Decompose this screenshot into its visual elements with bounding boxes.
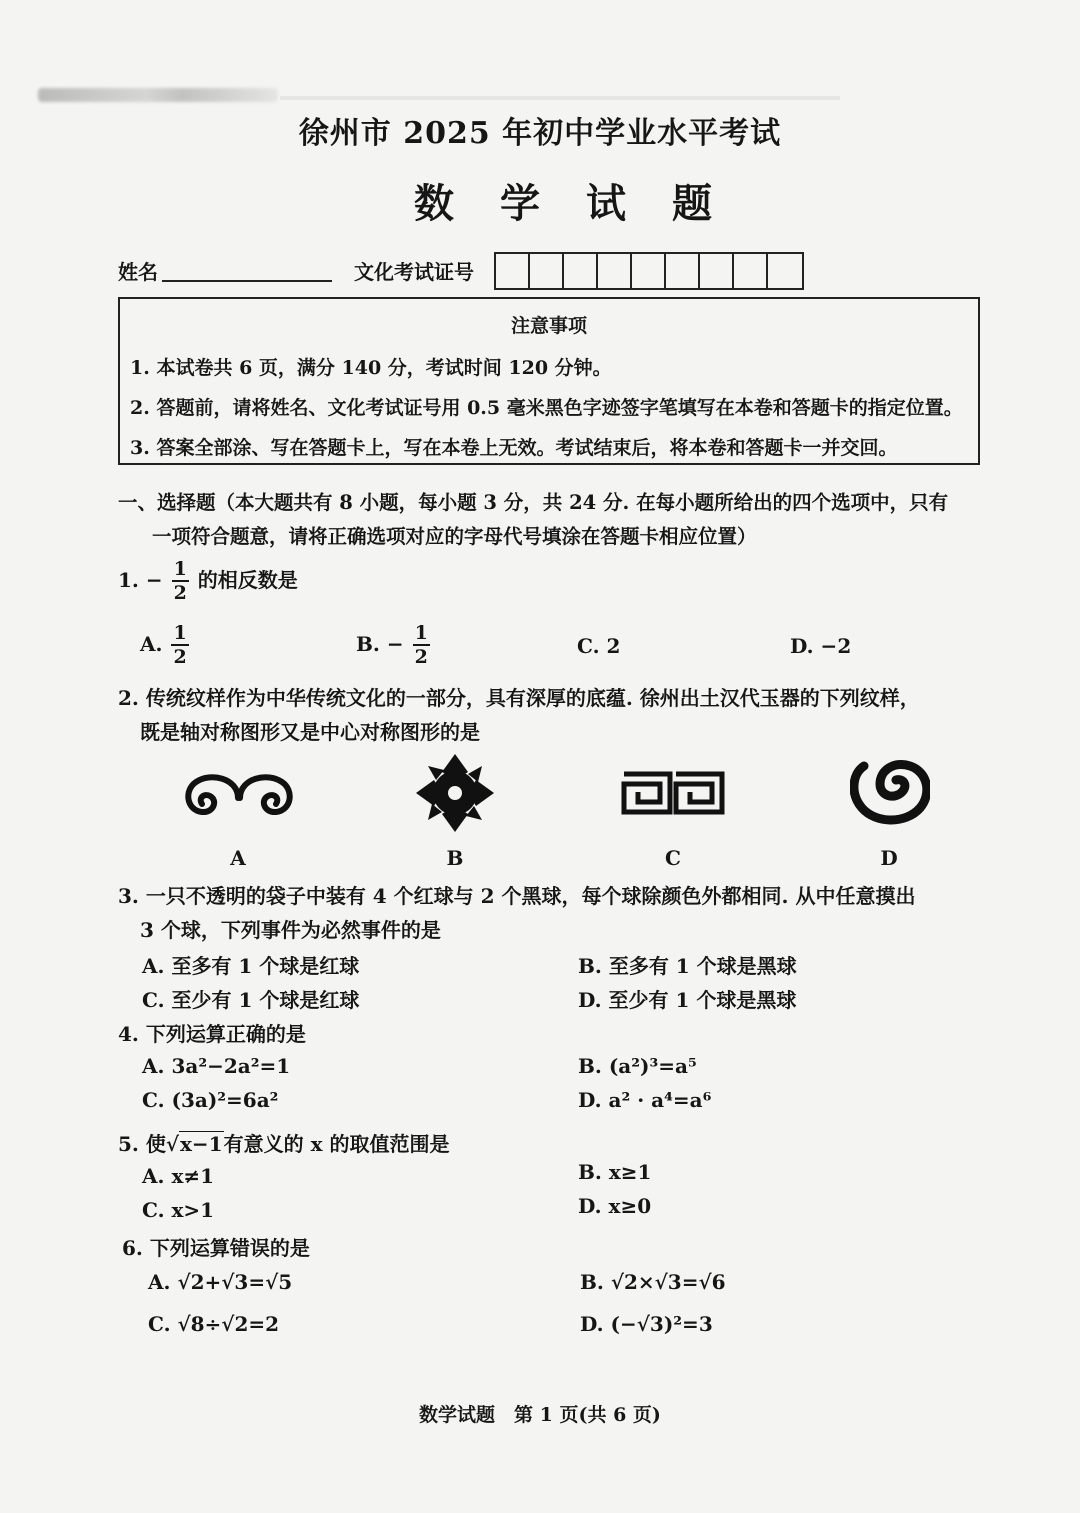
id-digit-box[interactable] — [666, 254, 700, 288]
question-6-option-b[interactable]: B. √2×√3=√6 — [580, 1270, 726, 1294]
fraction-denominator: 2 — [173, 646, 187, 668]
question-3-line-2: 3 个球，下列事件为必然事件的是 — [140, 918, 441, 942]
sqrt-icon: √ — [165, 1132, 179, 1156]
question-text: 有意义的 x 的取值范围是 — [223, 1132, 450, 1156]
pattern-label-a: A — [230, 846, 246, 870]
fraction — [172, 560, 189, 603]
id-label: 文化考试证号 — [354, 260, 474, 284]
question-1-option-d[interactable]: D. −2 — [790, 634, 852, 658]
question-6-option-c[interactable]: C. √8÷√2=2 — [148, 1312, 280, 1336]
pattern-label-d: D — [880, 846, 898, 870]
spiral-pattern-icon[interactable] — [850, 760, 930, 826]
id-digit-box[interactable] — [598, 254, 632, 288]
question-1-option-c[interactable]: C. 2 — [577, 634, 621, 658]
section-heading-line-2: 一项符合题意，请将正确选项对应的字母代号填涂在答题卡相应位置） — [152, 525, 757, 548]
question-6-option-a[interactable]: A. √2+√3=√5 — [148, 1270, 293, 1294]
pattern-label-c: C — [665, 846, 681, 870]
page-footer: 数学试题 第 1 页(共 6 页) — [419, 1404, 661, 1426]
meander-pattern-icon[interactable] — [620, 770, 726, 816]
section-heading-line-1: 一、选择题（本大题共有 8 小题，每小题 3 分，共 24 分. 在每小题所给出的四个选项中，只有 — [118, 491, 949, 514]
question-number: 1. — [118, 568, 139, 592]
question-1-option-b[interactable] — [356, 624, 432, 667]
question-2-line-2: 既是轴对称图形又是中心对称图形的是 — [140, 720, 480, 744]
section-heading — [118, 486, 998, 554]
question-5-option-b[interactable]: B. x≥1 — [578, 1160, 652, 1184]
question-5-option-a[interactable]: A. x≠1 — [142, 1164, 215, 1188]
fraction-numerator: 1 — [173, 558, 187, 580]
id-digit-box[interactable] — [530, 254, 564, 288]
pattern-label-b: B — [446, 846, 464, 870]
question-4-option-d[interactable]: D. a² · a⁴=a⁶ — [578, 1088, 712, 1112]
fraction-denominator: 2 — [414, 646, 428, 668]
radicand: x−1 — [180, 1132, 223, 1156]
question-4-option-c[interactable]: C. (3a)²=6a² — [142, 1088, 279, 1112]
option-label: B. − — [356, 632, 404, 656]
question-3-option-c[interactable]: C. 至少有 1 个球是红球 — [142, 988, 360, 1012]
id-digit-box[interactable] — [700, 254, 734, 288]
notice-item-1: 1. 本试卷共 6 页，满分 140 分，考试时间 120 分钟。 — [130, 357, 612, 379]
cloud-pattern-icon[interactable] — [180, 768, 298, 826]
flower-pattern-icon[interactable] — [414, 752, 496, 834]
fraction-numerator: 1 — [173, 622, 187, 644]
notice-title: 注意事项 — [510, 315, 587, 337]
question-3-option-b[interactable]: B. 至多有 1 个球是黑球 — [578, 954, 797, 978]
notice-box — [118, 297, 980, 465]
fraction-denominator: 2 — [173, 582, 187, 604]
question-text: 的相反数是 — [197, 568, 298, 592]
id-digit-box[interactable] — [632, 254, 666, 288]
candidate-info-row — [118, 252, 1018, 292]
subject-title: 数学试题 — [414, 180, 758, 227]
minus-sign: − — [145, 568, 163, 592]
question-4-option-b[interactable]: B. (a²)³=a⁵ — [578, 1054, 697, 1078]
question-5-stem — [118, 1128, 449, 1157]
name-field[interactable] — [162, 280, 332, 282]
question-3-line-1: 3. 一只不透明的袋子中装有 4 个红球与 2 个黑球，每个球除颜色外都相同. 从中任意摸出 — [118, 884, 916, 908]
scan-line — [280, 96, 840, 100]
fraction — [413, 624, 430, 667]
question-4-stem: 4. 下列运算正确的是 — [118, 1022, 306, 1046]
question-3-option-a[interactable]: A. 至多有 1 个球是红球 — [142, 954, 360, 978]
question-6-stem: 6. 下列运算错误的是 — [122, 1236, 310, 1260]
question-2-line-1: 2. 传统纹样作为中华传统文化的一部分，具有深厚的底蕴. 徐州出土汉代玉器的下列纹样， — [118, 686, 920, 710]
notice-item-2: 2. 答题前，请将姓名、文化考试证号用 0.5 毫米黑色字迹签字笔填写在本卷和答题卡的指定位置。 — [130, 397, 963, 419]
question-3-option-d[interactable]: D. 至少有 1 个球是黑球 — [578, 988, 797, 1012]
question-5-option-c[interactable]: C. x>1 — [142, 1198, 215, 1222]
id-digit-box[interactable] — [564, 254, 598, 288]
question-1-stem — [118, 560, 298, 603]
id-digit-box[interactable] — [496, 254, 530, 288]
question-5-option-d[interactable]: D. x≥0 — [578, 1194, 652, 1218]
name-label: 姓名 — [118, 260, 158, 284]
option-label: A. — [140, 632, 163, 656]
id-digit-box[interactable] — [768, 254, 802, 288]
fraction — [171, 624, 188, 667]
fraction-numerator: 1 — [414, 622, 428, 644]
notice-item-3: 3. 答案全部涂、写在答题卡上，写在本卷上无效。考试结束后，将本卷和答题卡一并交回。 — [130, 437, 898, 459]
id-number-boxes[interactable] — [494, 252, 804, 290]
question-6-option-d[interactable]: D. (−√3)²=3 — [580, 1312, 713, 1336]
id-digit-box[interactable] — [734, 254, 768, 288]
question-text: 5. 使 — [118, 1132, 166, 1156]
exam-title: 徐州市 2025 年初中学业水平考试 — [298, 116, 782, 151]
question-4-option-a[interactable]: A. 3a²−2a²=1 — [142, 1054, 291, 1078]
scan-smudge — [38, 88, 278, 102]
question-1-option-a[interactable] — [140, 624, 191, 667]
